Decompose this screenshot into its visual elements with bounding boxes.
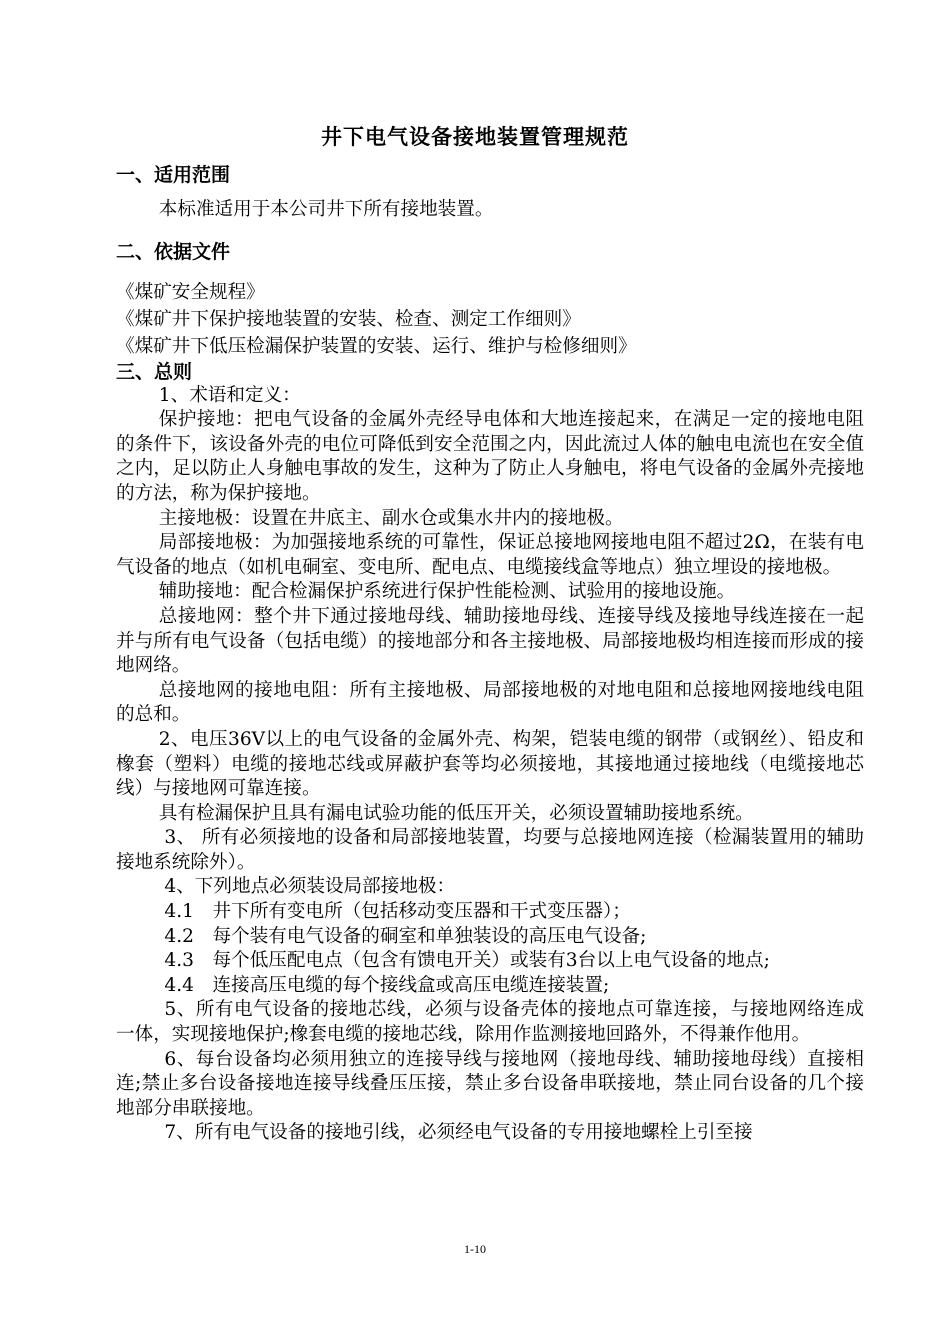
list-item: 4.2 每个装有电气设备的硐室和单独装设的高压电气设备; bbox=[164, 925, 647, 947]
reference-item: 《煤矿安全规程》 bbox=[116, 281, 265, 303]
body-paragraph: 总接地网：整个井下通过接地母线、辅助接地母线、连接导线及接地导线连接在一起并与所有电气设备（包括电缆）的接地部分和各主接地极、局部接地极均相连接而形成的接地网络。 bbox=[116, 605, 864, 677]
body-paragraph: 主接地极：设置在井底主、副水仓或集水井内的接地极。 bbox=[158, 507, 624, 529]
section-heading-scope: 一、适用范围 bbox=[116, 164, 231, 186]
body-paragraph: 总接地网的接地电阻：所有主接地极、局部接地极的对地电阻和总接地网接地线电阻的总和。 bbox=[116, 679, 864, 726]
scope-paragraph: 本标准适用于本公司井下所有接地装置。 bbox=[158, 199, 494, 220]
body-paragraph: 5、所有电气设备的接地芯线，必须与设备壳体的接地点可靠连接，与接地网络连成一体，实现接地保护;橡套电缆的接地芯线，除用作监测接地回路外，不得兼作他用。 bbox=[116, 999, 864, 1046]
body-paragraph: 辅助接地：配合检漏保护系统进行保护性能检测、试验用的接地设施。 bbox=[158, 581, 736, 603]
body-paragraph: 保护接地：把电气设备的金属外壳经导电体和大地连接起来，在满足一定的接地电阻的条件下，该设备外壳的电位可降低到安全范围之内，因此流过人体的触电电流也在安全值之内，足以防止人身触电事故的发生，这种为了防止人身触电，将电气设备的金属外壳接地的方法，称为保护接地。 bbox=[116, 409, 864, 504]
reference-list bbox=[116, 279, 864, 360]
body-paragraph: 2、电压36V以上的电气设备的金属外壳、构架，铠装电缆的钢带（或钢丝）、铅皮和橡套（塑料）电缆的接地芯线或屏蔽护套等均必须接地，其接地通过接地线（电缆接地芯线）与接地网可靠连接。 bbox=[116, 728, 864, 800]
list-item: 4.1 井下所有变电所（包括移动变压器和干式变压器）； bbox=[164, 901, 631, 923]
body-paragraph: 3、 所有必须接地的设备和局部接地装置，均要与总接地网连接（检漏装置用的辅助接地系统除外）。 bbox=[116, 827, 864, 873]
body-paragraph: 6、每台设备均必须用独立的连接导线与接地网（接地母线、辅助接地母线）直接相连;禁止多台设备接地连接导线叠压压接，禁止多台设备串联接地，禁止同台设备的几个接地部分串联接地。 bbox=[116, 1048, 864, 1119]
body-paragraph: 7、所有电气设备的接地引线，必须经电气设备的专用接地螺栓上引至接 bbox=[164, 1122, 753, 1144]
reference-item: 《煤矿井下保护接地装置的安装、检查、测定工作细则》 bbox=[116, 308, 581, 330]
list-item: 4.4 连接高压电缆的每个接线盒或高压电缆连接装置; bbox=[164, 974, 610, 996]
page-number: 1-10 bbox=[464, 1242, 486, 1256]
document-title: 井下电气设备接地装置管理规范 bbox=[321, 125, 629, 149]
body-paragraph: 局部接地极：为加强接地系统的可靠性，保证总接地网接地电阻不超过2Ω，在装有电气设备的地点（如机电硐室、变电所、配电点、电缆接线盒等地点）独立埋设的接地极。 bbox=[116, 532, 864, 578]
list-item: 4.3 每个低压配电点（包含有馈电开关）或装有3台以上电气设备的地点; bbox=[164, 950, 770, 972]
body-paragraph: 4、下列地点必须装设局部接地极： bbox=[164, 876, 456, 898]
body-paragraph: 具有检漏保护且具有漏电试验功能的低压开关，必须设置辅助接地系统。 bbox=[158, 802, 754, 824]
reference-item: 《煤矿井下低压检漏保护装置的安装、运行、维护与检修细则》 bbox=[116, 335, 637, 357]
section-heading-general: 三、总则 bbox=[116, 360, 193, 383]
document-body bbox=[116, 160, 864, 1146]
body-paragraph: 1、术语和定义： bbox=[158, 384, 301, 406]
section-heading-references: 二、依据文件 bbox=[116, 240, 231, 263]
